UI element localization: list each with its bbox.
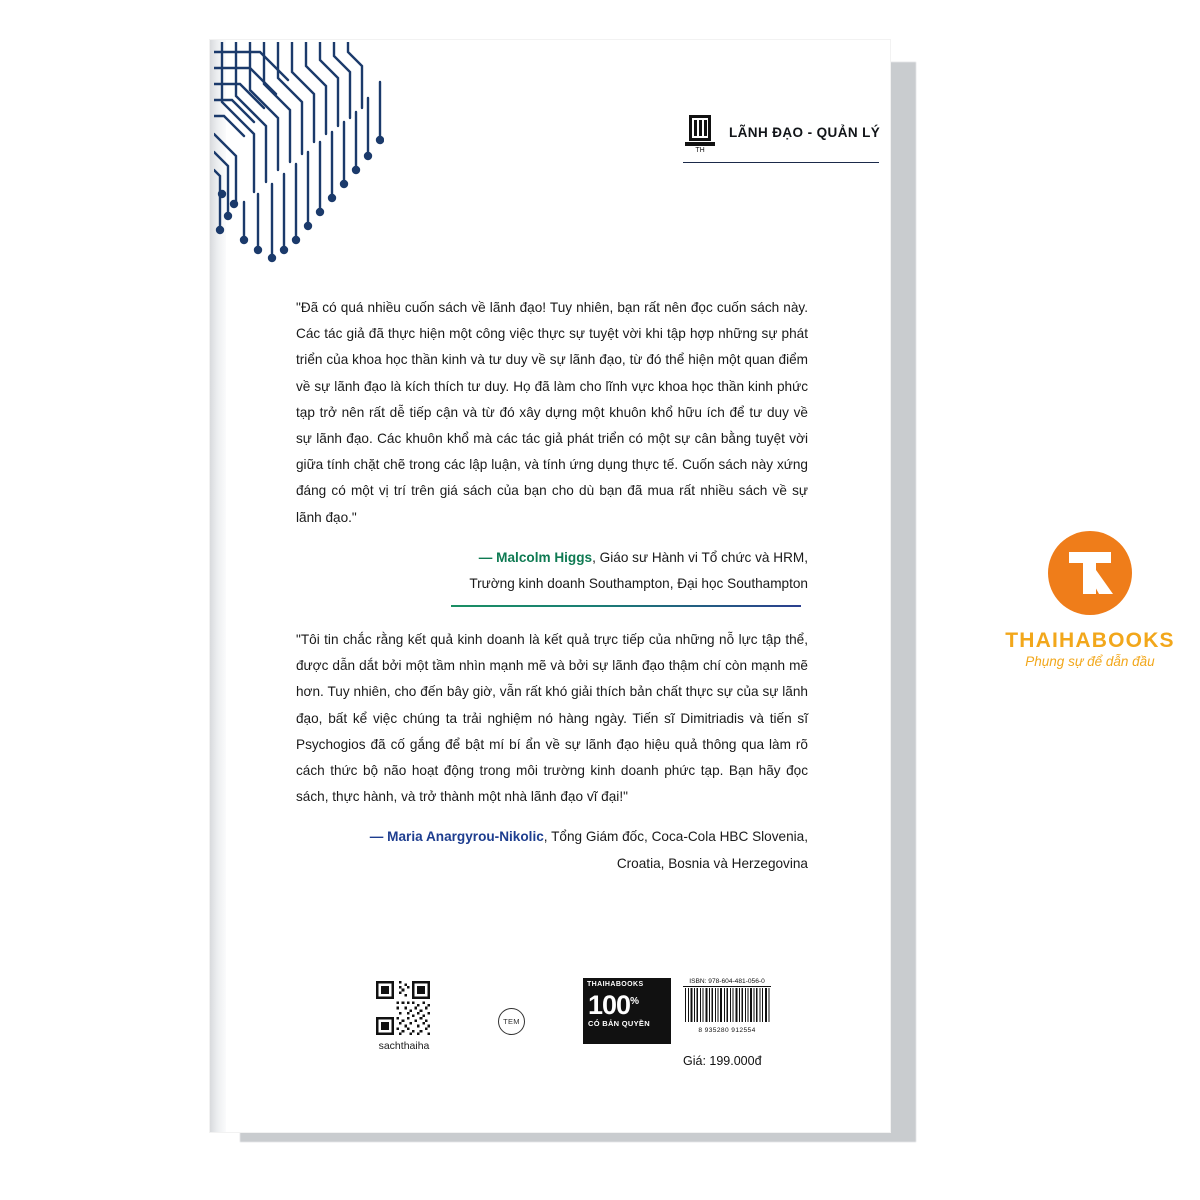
quote-attribution-1 xyxy=(296,545,808,597)
quote-block-2 xyxy=(296,627,808,877)
publisher-tagline: Phụng sự để dẫn đầu xyxy=(1025,654,1155,669)
section-divider xyxy=(451,605,801,607)
copyright-percent: % xyxy=(630,996,638,1007)
barcode xyxy=(683,988,771,1022)
copyright-badge-brand: THAIHABOOKS xyxy=(587,981,644,988)
attribution-role-2: , Tổng Giám đốc, Coca-Cola HBC Slovenia, xyxy=(543,829,808,845)
quote-text-1: "Đã có quá nhiều cuốn sách về lãnh đạo! Tuy nhiên, bạn rất nên đọc cuốn sách này. Các tác giả đã thực hiện một công việc thực sự tuyệt vời khi tập hợp những sự phát triển của khoa học thần kinh và tư duy về sự lãnh đạo, từ đó thể hiện một quan điểm về sự lãnh đạo là kích thích tư duy. Họ đã làm cho lĩnh vực khoa học thần kinh phức tạp trở nên rất dễ tiếp cận và từ đó xây dựng một khuôn khổ hữu ích để tư duy về sự lãnh đạo. Các khuôn khổ mà các tác giả phát triển có một sự cân bằng tuyệt vời giữa tính chặt chẽ trong các lập luận, và tính ứng dụng thực tế. Cuốn sách này xứng đáng có một vị trí trên giá sách của bạn cho dù bạn đã mua rất nhiều sách về sự lãnh đạo." xyxy=(296,300,808,525)
copyright-badge-text: CÓ BẢN QUYỀN xyxy=(588,1019,650,1028)
attribution-role-1: , Giáo sư Hành vi Tổ chức và HRM, xyxy=(592,549,808,565)
qr-code-label: sachthaiha xyxy=(378,1040,430,1052)
tem-seal-badge xyxy=(498,1008,525,1035)
attribution-dash: — xyxy=(478,549,493,565)
category-label: LÃNH ĐẠO - QUẢN LÝ xyxy=(729,125,881,140)
quote-attribution-2 xyxy=(296,824,808,876)
attribution-author-1: Malcolm Higgs xyxy=(496,549,593,565)
attribution-role-2-line2: Croatia, Bosnia và Herzegovina xyxy=(616,855,808,871)
isbn-barcode-block xyxy=(683,978,771,1034)
quote-block-1 xyxy=(296,295,808,597)
circuit-board-decoration xyxy=(214,42,384,277)
svg-text:TH: TH xyxy=(695,147,705,152)
tem-label: TEM xyxy=(503,1017,520,1026)
category-header xyxy=(683,112,879,163)
barcode-number: 8 935280 912554 xyxy=(698,1027,756,1034)
book-stack-icon xyxy=(683,112,721,152)
attribution-author-2: Maria Anargyrou-Nikolic xyxy=(387,829,544,845)
attribution-dash-2: — xyxy=(369,829,384,845)
copyright-badge-number xyxy=(583,988,671,1019)
copyright-badge xyxy=(583,978,671,1044)
publisher-name: THAIHABOOKS xyxy=(1005,629,1175,652)
isbn-text: ISBN: 978-604-481-056-0 xyxy=(683,978,771,987)
thaihabooks-circle-logo xyxy=(1047,530,1133,616)
qr-code xyxy=(376,981,430,1035)
publisher-logo-block xyxy=(1000,530,1180,669)
quote-text-2: "Tôi tin chắc rằng kết quả kinh doanh là kết quả trực tiếp của những nỗ lực tập thể, được dẫn dắt bởi một tầm nhìn mạnh mẽ và bởi sự lãnh đạo thậm chí còn mạnh mẽ hơn. Tuy nhiên, cho đến bây giờ, vẫn rất khó giải thích bản chất thực sự của sự lãnh đạo, bất kể việc chúng ta trải nghiệm nó hàng ngày. Tiến sĩ Dimitriadis và tiến sĩ Psychogios đã cố gắng để bật mí bí ẩn về sự lãnh đạo hiệu quả thông qua làm rõ cách thức bộ não hoạt động trong môi trường kinh doanh phức tạp. Bạn hãy đọc sách, thực hành, và trở thành một nhà lãnh đạo vĩ đại!" xyxy=(296,632,808,805)
copyright-number: 100 xyxy=(588,990,631,1020)
attribution-role-1-line2: Trường kinh doanh Southampton, Đại học Southampton xyxy=(469,576,808,592)
price-label: Giá: 199.000đ xyxy=(683,1054,762,1068)
